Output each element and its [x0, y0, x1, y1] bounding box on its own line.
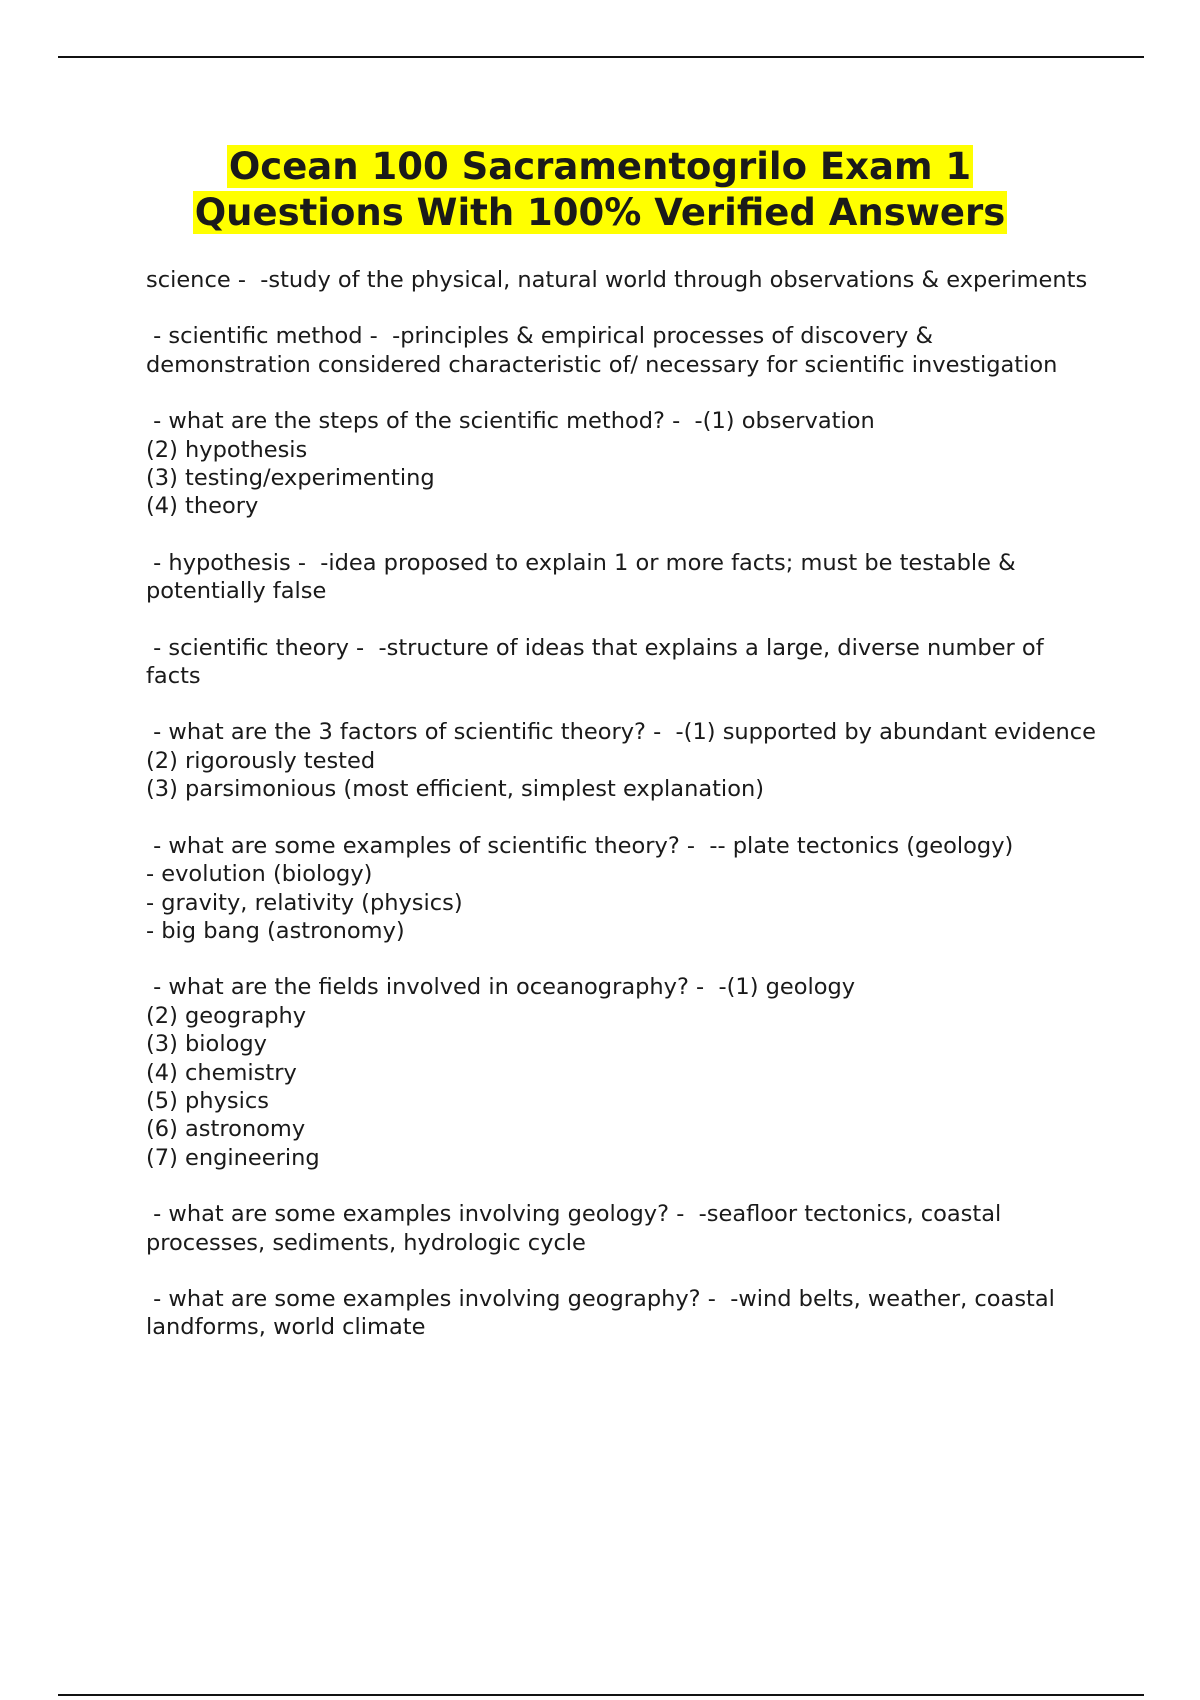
qa-entry: - scientific method - -principles & empirical processes of discovery & demonstration considered characteristic of/ necessary for scientific investigation: [146, 323, 1058, 378]
qa-entry: - what are some examples of scientific theory? - -- plate tectonics (geology) - evolution (biology) - gravity, relativity (physics) - big bang (astronomy): [146, 832, 1014, 944]
top-rule: [58, 56, 1144, 58]
qa-entry: - what are some examples involving geography? - -wind belts, weather, coastal landforms, world climate: [146, 1285, 1063, 1341]
title-line-2: Questions With 100% Verified Answers: [194, 191, 1006, 234]
qa-entry: - what are the fields involved in oceanography? - -(1) geology (2) geography (3) biology (4) chemistry (5) physics (6) astronomy (7) engineering: [146, 974, 856, 1171]
title-line-1: Ocean 100 Sacramentogrilo Exam 1: [228, 145, 972, 188]
qa-entry: science - -study of the physical, natural world through observations & experiments: [146, 267, 1088, 293]
qa-entry: - what are some examples involving geology? - -seafloor tectonics, coastal processes, sediments, hydrologic cycle: [146, 1201, 1009, 1256]
qa-entry: - scientific theory - -structure of ideas that explains a large, diverse number of facts: [146, 634, 1051, 690]
qa-entry: - what are the steps of the scientific method? - -(1) observation (2) hypothesis (3) testing/experimenting (4) theory: [146, 408, 875, 520]
qa-entry: - hypothesis - -idea proposed to explain 1 or more facts; must be testable & potentially false: [146, 549, 1023, 605]
bottom-rule: [58, 1694, 1144, 1696]
qa-entry: - what are the 3 factors of scientific theory? - -(1) supported by abundant evidence (2) rigorously tested (3) parsimonious (most efficient, simplest explanation): [146, 719, 1097, 803]
qa-list: [146, 266, 1096, 1370]
document-title: [100, 144, 1100, 236]
